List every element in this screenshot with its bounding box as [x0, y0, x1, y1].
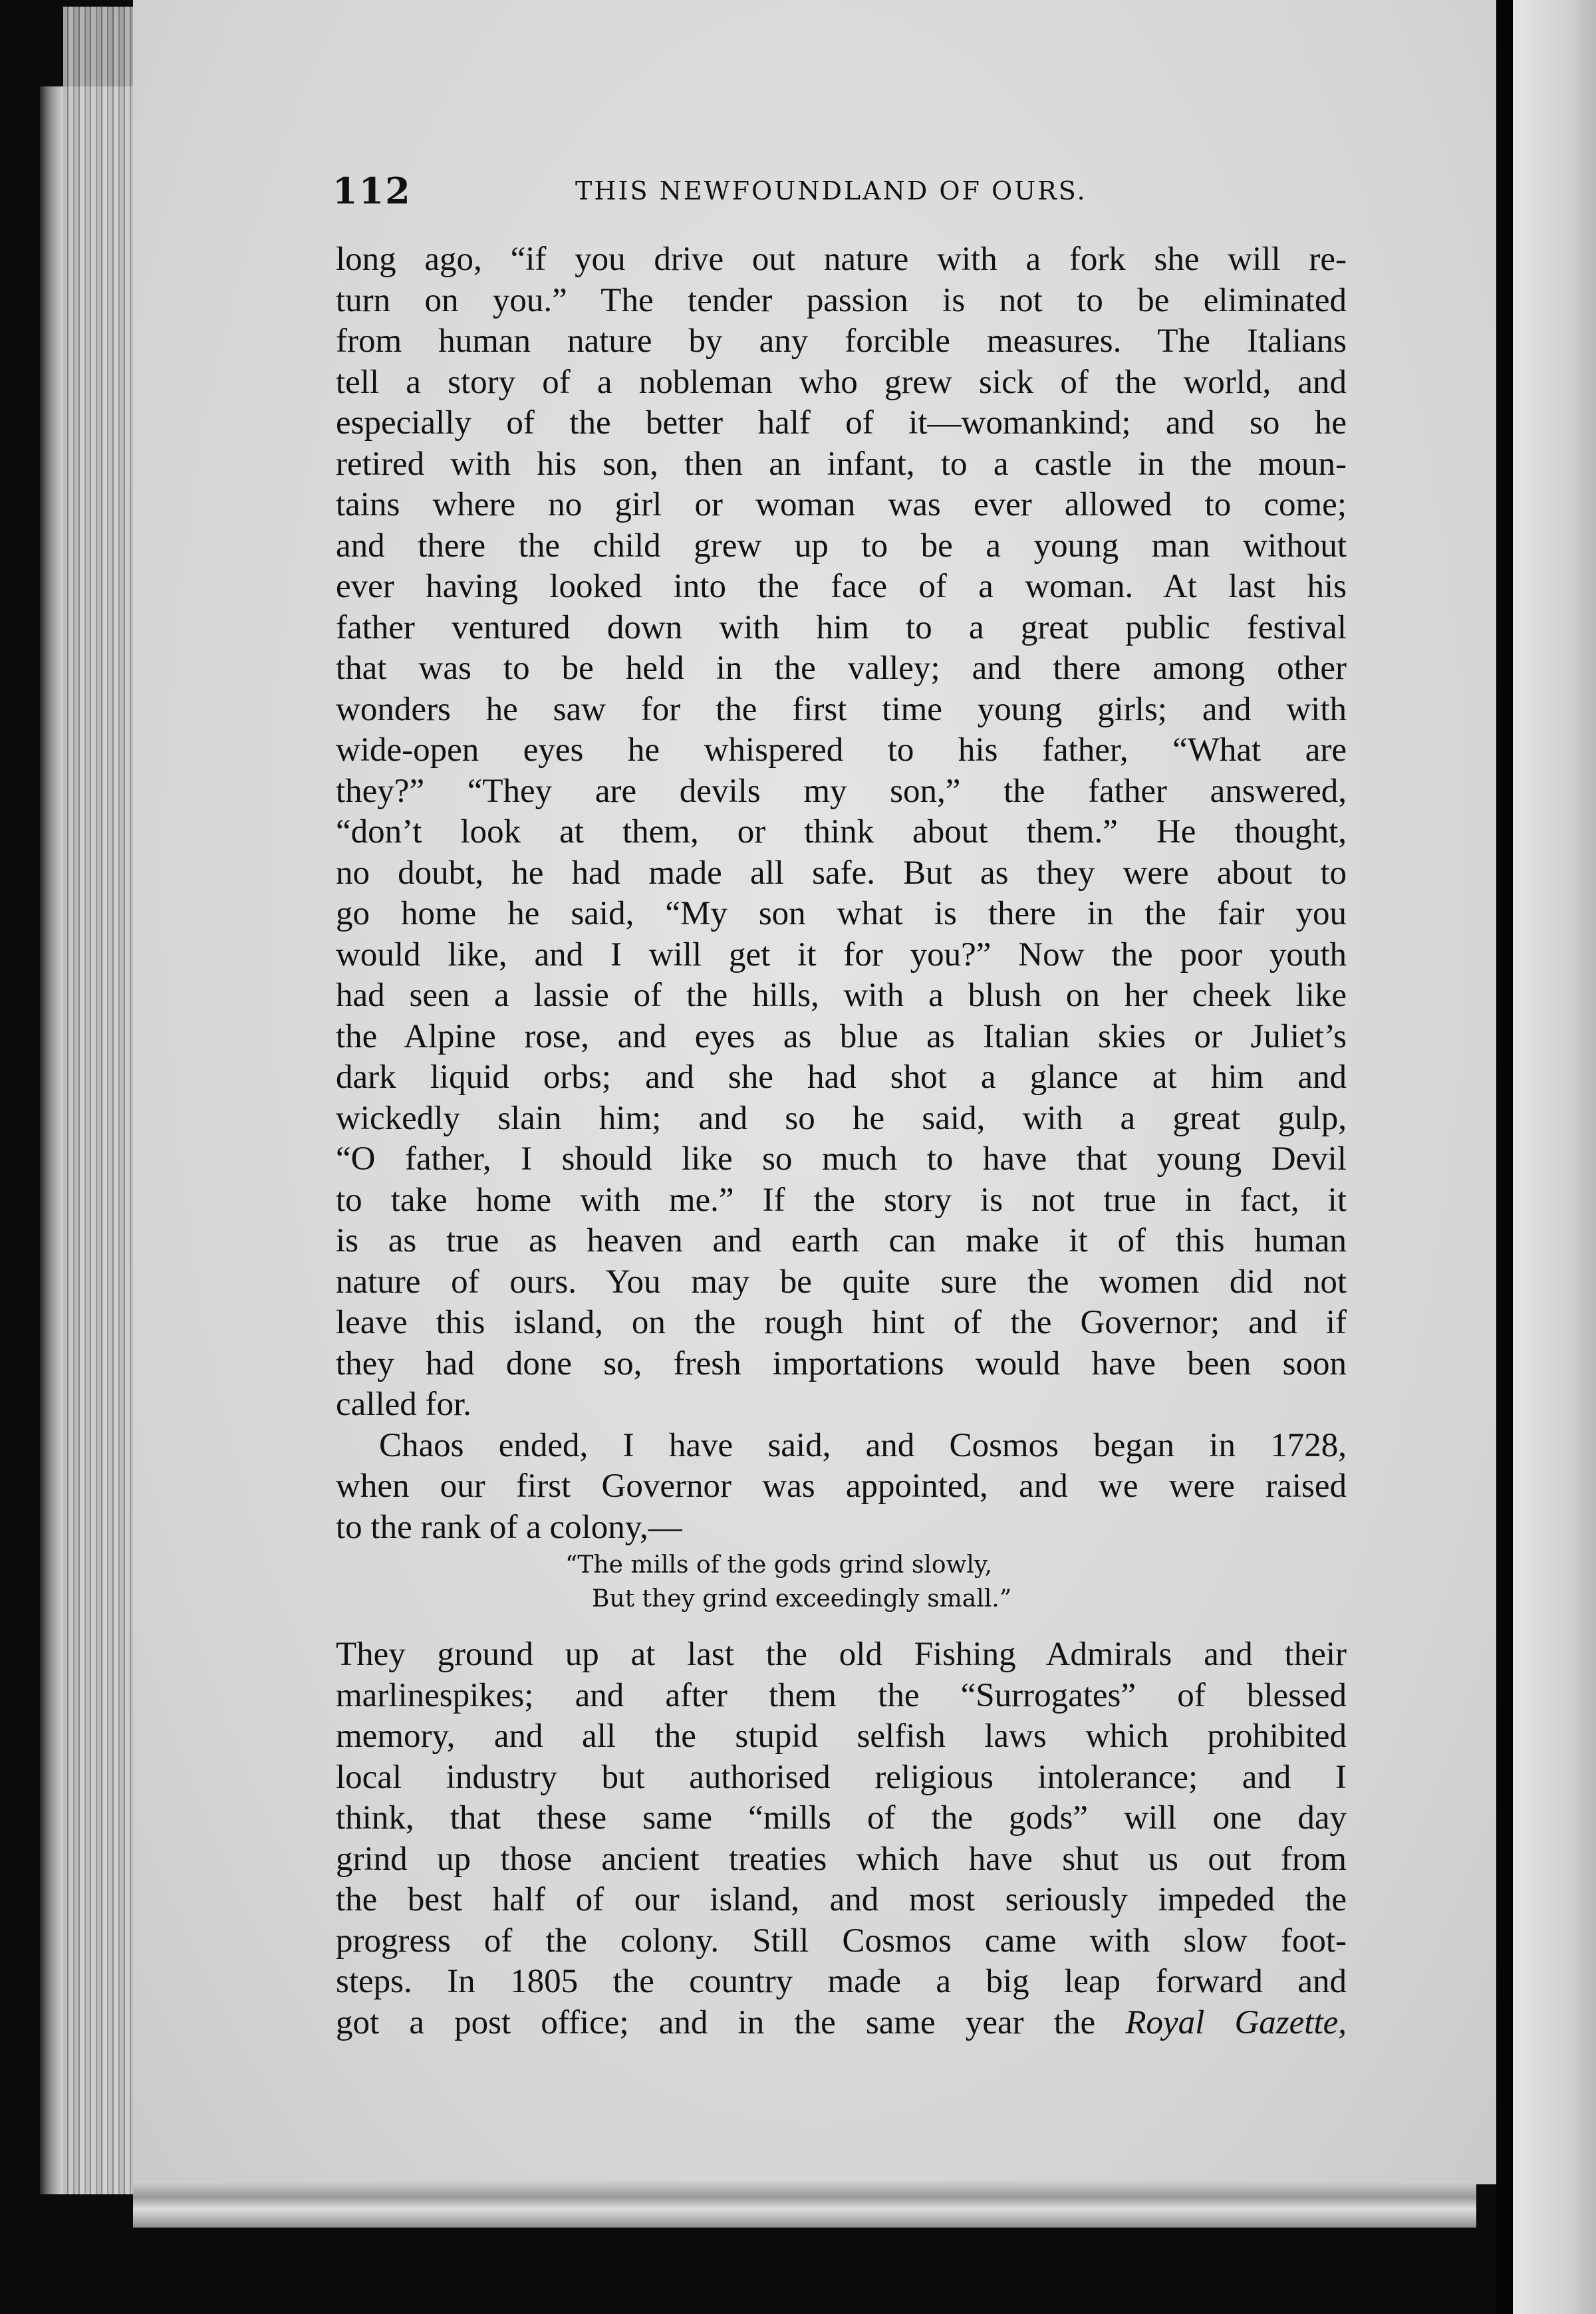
paragraph-1 — [336, 239, 1347, 1426]
page-gutter — [1496, 0, 1513, 2314]
text-line: called for. — [336, 1386, 471, 1423]
text-line: and there the child grew up to be a young man without — [336, 527, 1347, 565]
text-line: wide-open eyes he whispered to his father, “What are — [336, 731, 1347, 769]
text-line: grind up those ancient treaties which have shut us out from — [336, 1840, 1347, 1878]
text-line: tains where no girl or woman was ever allowed to come; — [336, 486, 1347, 523]
text-line: from human nature by any forcible measures. The Italians — [336, 322, 1347, 360]
text-line: marlinespikes; and after them the “Surrogates” of blessed — [336, 1676, 1347, 1714]
text-line: progress of the colony. Still Cosmos came with slow foot- — [336, 1922, 1347, 1960]
text-line: to take home with me.” If the story is not true in fact, it — [336, 1181, 1347, 1219]
text-line: local industry but authorised religious intolerance; and I — [336, 1758, 1347, 1796]
text-line: especially of the better half of it—womankind; and so he — [336, 404, 1347, 442]
text-line: is as true as heaven and earth can make it of this human — [336, 1222, 1347, 1259]
text-line-final — [336, 2003, 1347, 2044]
text-line: wickedly slain him; and so he said, with a great gulp, — [336, 1099, 1347, 1137]
text-line: leave this island, on the rough hint of the Governor; and if — [336, 1304, 1347, 1341]
text-line: father ventured down with him to a great public festival — [336, 608, 1347, 646]
text-line: tell a story of a nobleman who grew sick of the world, and — [336, 363, 1347, 401]
text-line: to the rank of a colony,— — [336, 1508, 682, 1546]
text-line: turn on you.” The tender passion is not to be eliminated — [336, 281, 1347, 319]
page-header — [332, 170, 1370, 216]
text-line: would like, and I will get it for you?” Now the poor youth — [336, 936, 1347, 973]
text-line: think, that these same “mills of the gods” will one day — [336, 1799, 1347, 1837]
text-line: ever having looked into the face of a woman. At last his — [336, 568, 1347, 605]
text-line: dark liquid orbs; and she had shot a glance at him and — [336, 1059, 1347, 1096]
text-line: wonders he saw for the first time young girls; and with — [336, 690, 1347, 728]
paragraph-2 — [336, 1426, 1347, 1549]
page-number: 112 — [332, 170, 412, 212]
page-stack-edges — [63, 7, 140, 2194]
running-head: THIS NEWFOUNDLAND OF OURS. — [575, 176, 1087, 205]
text-line: the Alpine rose, and eyes as blue as Italian skies or Juliet’s — [336, 1017, 1347, 1055]
page-body-text — [336, 239, 1347, 2043]
text-line: They ground up at last the old Fishing Admirals and their — [336, 1636, 1347, 1673]
paragraph-3 — [336, 1634, 1347, 2043]
text-line: steps. In 1805 the country made a big leap forward and — [336, 1963, 1347, 2000]
text-line: nature of ours. You may be quite sure the women did not — [336, 1263, 1347, 1301]
text-line: had seen a lassie of the hills, with a blush on her cheek like — [336, 977, 1347, 1014]
text-line: Chaos ended, I have said, and Cosmos began in 1728, — [379, 1426, 1347, 1464]
text-line: “O father, I should like so much to have that young Devil — [336, 1140, 1347, 1178]
verse-line: “The mills of the gods grind slowly, — [565, 1551, 992, 1579]
text-line: when our first Governor was appointed, and we were raised — [336, 1468, 1347, 1505]
text-line: “don’t look at them, or think about them.” He thought, — [336, 813, 1347, 850]
text-run: got a post office; and in the same year the — [336, 2003, 1126, 2041]
text-line: the best half of our island, and most seriously impeded the — [336, 1881, 1347, 1918]
text-line: memory, and all the stupid selfish laws which prohibited — [336, 1718, 1347, 1755]
text-line: no doubt, he had made all safe. But as they were about to — [336, 854, 1347, 892]
text-line: they had done so, fresh importations would have been soon — [336, 1345, 1347, 1382]
newspaper-title: Royal Gazette, — [1125, 2003, 1347, 2041]
text-line: that was to be held in the valley; and there among other — [336, 650, 1347, 687]
text-line: long ago, “if you drive out nature with a fork she will re- — [336, 241, 1347, 278]
text-line: retired with his son, then an infant, to a castle in the moun- — [336, 445, 1347, 483]
text-line: go home he said, “My son what is there in the fair you — [336, 895, 1347, 932]
verse-line: But they grind exceedingly small.” — [592, 1585, 1012, 1612]
verse-quotation — [336, 1548, 1347, 1616]
facing-page-edge — [1513, 0, 1596, 2314]
bottom-page-edges — [133, 2181, 1476, 2228]
text-line: they?” “They are devils my son,” the father answered, — [336, 772, 1347, 810]
